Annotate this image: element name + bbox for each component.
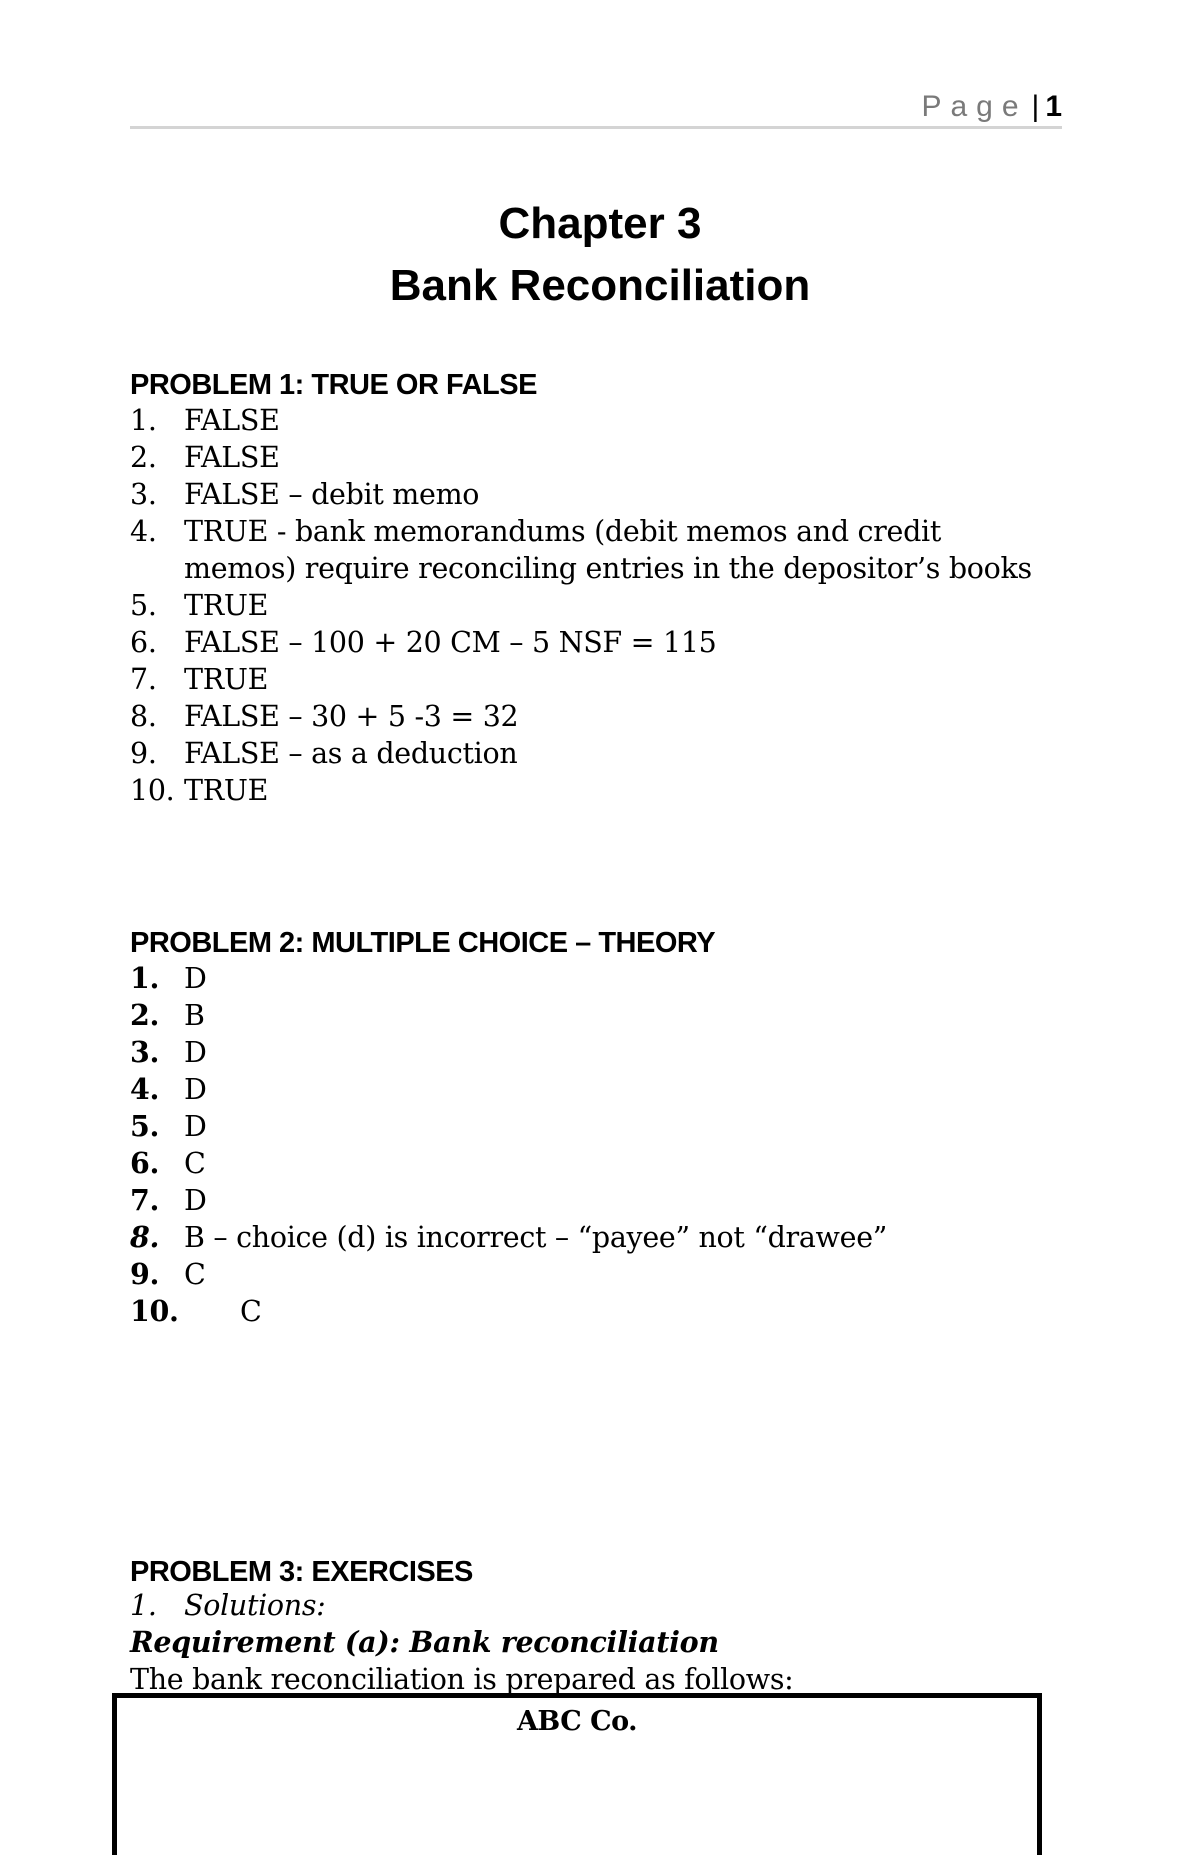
list-item	[130, 1293, 1070, 1330]
problem2-answers	[130, 960, 1070, 1330]
list-item	[130, 1034, 1070, 1071]
table-title: ABC Co.	[516, 1706, 638, 1737]
item-number: 3.	[130, 478, 157, 511]
item-text: FALSE – 30 + 5 -3 = 32	[184, 700, 519, 733]
list-item	[130, 1182, 1070, 1219]
item-number: 2.	[130, 998, 160, 1032]
item-text: D	[184, 1073, 207, 1106]
item-number: 4.	[130, 1072, 160, 1106]
problem1-answers	[130, 402, 1070, 809]
page-separator: |	[1031, 90, 1040, 123]
problem3-heading: PROBLEM 3: EXERCISES	[130, 1556, 473, 1588]
intro-text: The bank reconciliation is prepared as follows:	[130, 1663, 794, 1696]
item-text: C	[240, 1295, 262, 1328]
item-number: 9.	[130, 737, 157, 770]
item-number: 6.	[130, 1146, 160, 1180]
list-item	[130, 587, 1070, 624]
list-item	[130, 1256, 1070, 1293]
item-number: 5.	[130, 1109, 160, 1143]
item-number: 10.	[130, 774, 175, 807]
list-item	[130, 476, 1070, 513]
list-item	[130, 735, 1070, 772]
item-text: C	[184, 1258, 206, 1291]
item-number: 1.	[130, 404, 157, 437]
reconciliation-table	[112, 1693, 1042, 1855]
list-item	[130, 997, 1070, 1034]
item-number: 3.	[130, 1035, 160, 1069]
page-word: Page	[921, 90, 1028, 123]
item-text: TRUE	[184, 774, 269, 807]
item-number: 7.	[130, 663, 157, 696]
list-item	[130, 772, 1070, 809]
item-number: 10.	[130, 1294, 179, 1328]
item-text: TRUE - bank memorandums (debit memos and credit memos) require reconciling entries in the depositor’s books	[184, 515, 1032, 585]
item-number: 7.	[130, 1183, 160, 1217]
list-item	[130, 1219, 1070, 1256]
item-text: FALSE	[184, 404, 280, 437]
item-text: TRUE	[184, 589, 269, 622]
item-number: 2.	[130, 441, 157, 474]
item-text: TRUE	[184, 663, 269, 696]
list-item	[130, 1145, 1070, 1182]
item-text: FALSE	[184, 441, 280, 474]
item-text: D	[184, 962, 207, 995]
list-item	[130, 1071, 1070, 1108]
chapter-number: Chapter 3	[498, 199, 702, 248]
list-item	[130, 513, 1070, 587]
list-item	[130, 402, 1070, 439]
item-text: B	[184, 999, 205, 1032]
list-item	[130, 960, 1070, 997]
item-text: D	[184, 1036, 207, 1069]
list-item	[130, 1108, 1070, 1145]
solutions-line	[130, 1587, 325, 1624]
item-text: C	[184, 1147, 206, 1180]
list-item	[130, 439, 1070, 476]
list-item	[130, 624, 1070, 661]
list-item	[130, 661, 1070, 698]
item-number: 1.	[130, 961, 160, 995]
list-item	[130, 698, 1070, 735]
problem2-heading: PROBLEM 2: MULTIPLE CHOICE – THEORY	[130, 927, 716, 959]
item-text: B – choice (d) is incorrect – “payee” not “drawee”	[184, 1221, 888, 1254]
solutions-number: 1.	[130, 1589, 157, 1622]
item-text: FALSE – as a deduction	[184, 737, 518, 770]
item-text: FALSE – debit memo	[184, 478, 480, 511]
item-number: 8.	[130, 700, 157, 733]
item-number: 4.	[130, 515, 157, 548]
item-text: D	[184, 1184, 207, 1217]
requirement-heading: Requirement (a): Bank reconciliation	[130, 1625, 719, 1659]
page-header	[130, 84, 1062, 129]
item-number: 9.	[130, 1257, 160, 1291]
item-number: 8.	[130, 1220, 160, 1254]
solutions-label: Solutions:	[184, 1589, 326, 1622]
item-text: D	[184, 1110, 207, 1143]
page-number-label	[921, 90, 1062, 124]
item-text: FALSE – 100 + 20 CM – 5 NSF = 115	[184, 626, 717, 659]
item-number: 5.	[130, 589, 157, 622]
item-number: 6.	[130, 626, 157, 659]
page-number: 1	[1045, 90, 1062, 123]
problem1-heading: PROBLEM 1: TRUE OR FALSE	[130, 369, 537, 401]
chapter-title: Bank Reconciliation	[389, 261, 811, 310]
